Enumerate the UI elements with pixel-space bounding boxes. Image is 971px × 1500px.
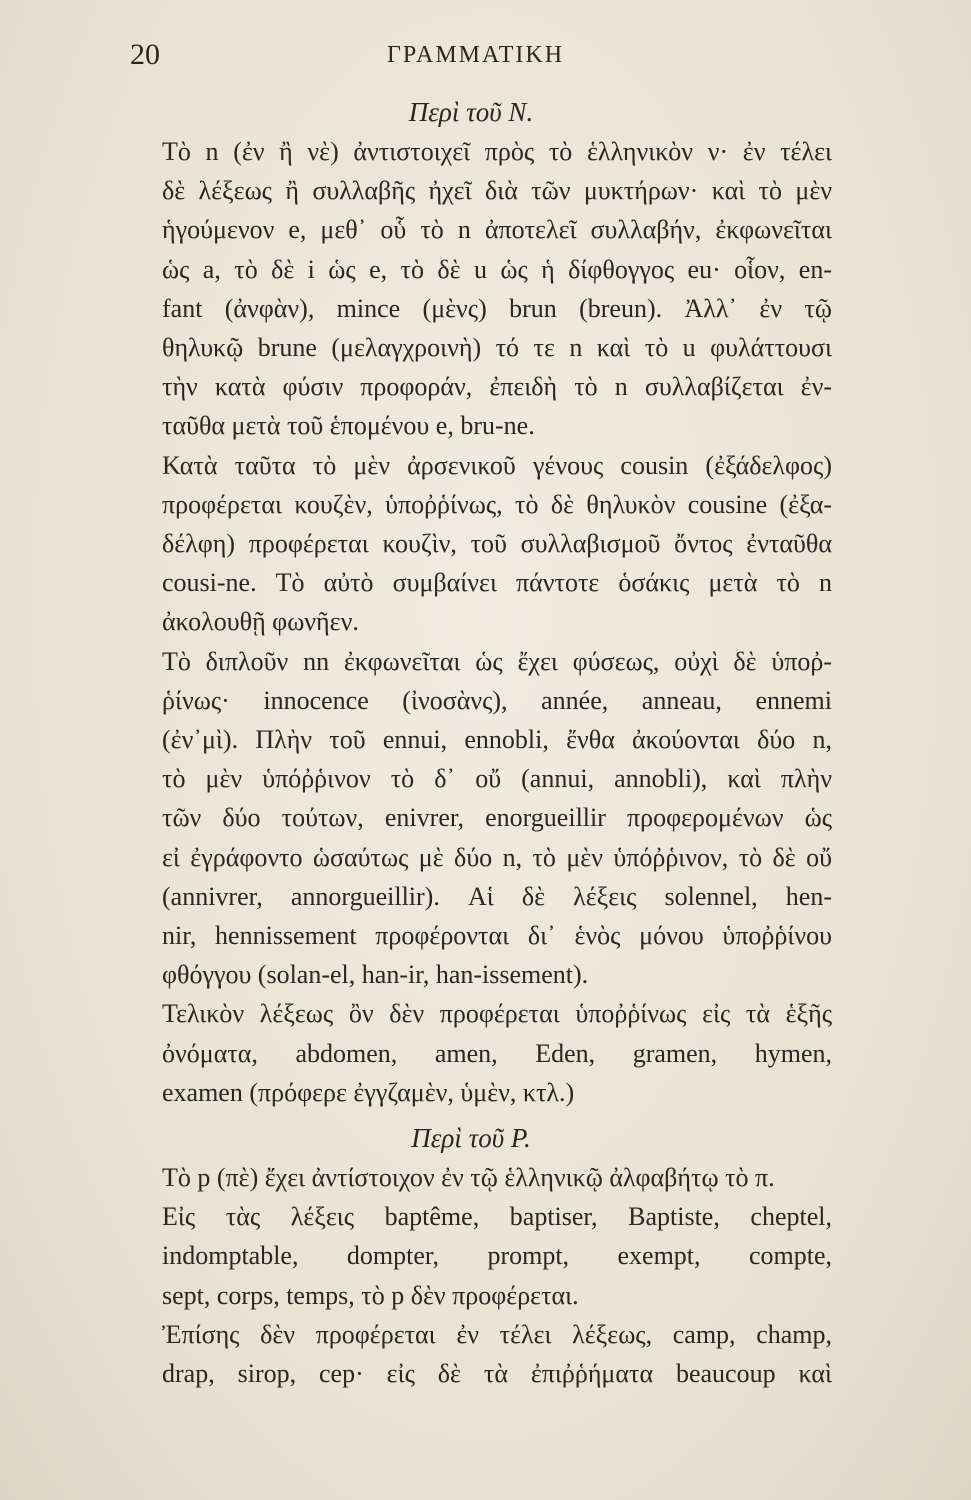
text-line: Τὸ p (πὲ) ἔχει ἀντίστοιχον ἐν τῷ ἑλληνικῷ ἀλφαβήτῳ τὸ π. (162, 1163, 775, 1193)
text-line: ἡγούμενον e, μεθ᾽ οὗ τὸ n ἀποτελεῖ συλλαβήν, ἐκφωνεῖται (162, 215, 832, 245)
text-line: ὀνόματα, abdomen, amen, Eden, gramen, hymen, (162, 1038, 832, 1068)
text-line: εἰ ἐγράφοντο ὡσαύτως μὲ δύο n, τὸ μὲν ὑπόῤῥινον, τὸ δὲ οὔ (162, 842, 832, 872)
running-title: ΓΡΑΜΜΑΤΙΚΗ (386, 42, 565, 68)
paragraph-p-1 (110, 1158, 832, 1197)
text-line: indomptable, dompter, prompt, exempt, compte, (162, 1241, 832, 1271)
text-line: Κατὰ ταῦτα τὸ μὲν ἀρσενικοῦ γένους cousin (ἐξάδελφος) (162, 450, 832, 480)
text-line: τὴν κατὰ φύσιν προφοράν, ἐπειδὴ τὸ n συλλαβίζεται ἐν- (162, 372, 832, 402)
text-line: ἀκολουθῇ φωνῆεν. (162, 607, 359, 637)
text-line: προφέρεται κουζὲν, ὑποῤῥίνως, τὸ δὲ θηλυκὸν cousine (ἐξα- (162, 489, 832, 519)
text-line: cousi-ne. Τὸ αὐτὸ συμβαίνει πάντοτε ὁσάκις μετὰ τὸ n (162, 568, 832, 598)
paragraph-n-2 (110, 446, 832, 642)
text-line: φθόγγου (solan-el, han-ir, han-issement). (162, 960, 589, 990)
page-number: 20 (130, 38, 160, 71)
paragraph-n-4 (110, 994, 832, 1112)
text-line: ὡς a, τὸ δὲ i ὡς e, τὸ δὲ u ὡς ἡ δίφθογγος eu· οἷον, en- (162, 254, 832, 284)
paragraph-n-3 (110, 642, 832, 995)
text-line: Εἰς τὰς λέξεις baptême, baptiser, Baptiste, cheptel, (162, 1202, 832, 1232)
text-line: nir, hennissement προφέρονται δι᾽ ἑνὸς μόνου ὑποῤῥίνου (162, 921, 832, 951)
paragraph-p-3 (110, 1315, 832, 1393)
paragraph-n-1 (110, 132, 832, 446)
text-line: δὲ λέξεως ἢ συλλαβῆς ἠχεῖ διὰ τῶν μυκτήρων· καὶ τὸ μὲν (162, 176, 832, 206)
text-line: Τὸ n (ἐν ἢ νὲ) ἀντιστοιχεῖ πρὸς τὸ ἑλληνικὸν ν· ἐν τέλει (162, 137, 832, 166)
text-line: fant (ἀνφὰν), mince (μὲνς) brun (breun). Ἀλλ᾽ ἐν τῷ (162, 293, 832, 323)
text-line: drap, sirop, cep· εἰς δὲ τὰ ἐπιῤῥήματα beaucoup καὶ (162, 1359, 832, 1389)
text-line: (annivrer, annorgueillir). Αἱ δὲ λέξεις solennel, hen- (162, 881, 832, 911)
text-line: τῶν δύο τούτων, enivrer, enorgueillir προφερομένων ὡς (162, 803, 832, 833)
paragraph-p-2 (110, 1197, 832, 1315)
text-line: ταῦθα μετὰ τοῦ ἑπομένου e, bru-ne. (162, 411, 535, 441)
text-line: Ἐπίσης δὲν προφέρεται ἐν τέλει λέξεως, camp, champ, (162, 1319, 832, 1349)
text-line: examen (πρόφερε ἐγγζαμὲν, ὑμὲν, κτλ.) (162, 1077, 575, 1107)
text-line: θηλυκῷ brune (μελαγχροινὴ) τό τε n καὶ τὸ u φυλάττουσι (162, 333, 832, 363)
page-body (110, 92, 832, 1393)
text-line: Τελικὸν λέξεως ὂν δὲν προφέρεται ὑποῤῥίνως εἰς τὰ ἑξῆς (162, 999, 832, 1029)
text-line: (ἐν᾽μὶ). Πλὴν τοῦ ennui, ennobli, ἔνθα ἀκούονται δύο n, (162, 725, 832, 755)
text-line: ῥίνως· innocence (ἰνοσὰνς), année, anneau, ennemi (162, 685, 832, 715)
text-line: sept, corps, temps, τὸ p δὲν προφέρεται. (162, 1280, 579, 1310)
section-heading-n: Περὶ τοῦ N. (408, 97, 534, 127)
text-line: τὸ μὲν ὑπόῤῥινον τὸ δ᾽ οὔ (annui, annobli), καὶ πλὴν (162, 764, 832, 794)
section-heading-p: Περὶ τοῦ P. (411, 1123, 531, 1154)
text-line: Τὸ διπλοῦν nn ἐκφωνεῖται ὡς ἔχει φύσεως, οὐχὶ δὲ ὑποῤ- (162, 646, 832, 676)
text-line: δέλφη) προφέρεται κουζὶν, τοῦ συλλαβισμοῦ ὄντος ἐνταῦθα (162, 529, 832, 559)
page-header (120, 38, 831, 72)
